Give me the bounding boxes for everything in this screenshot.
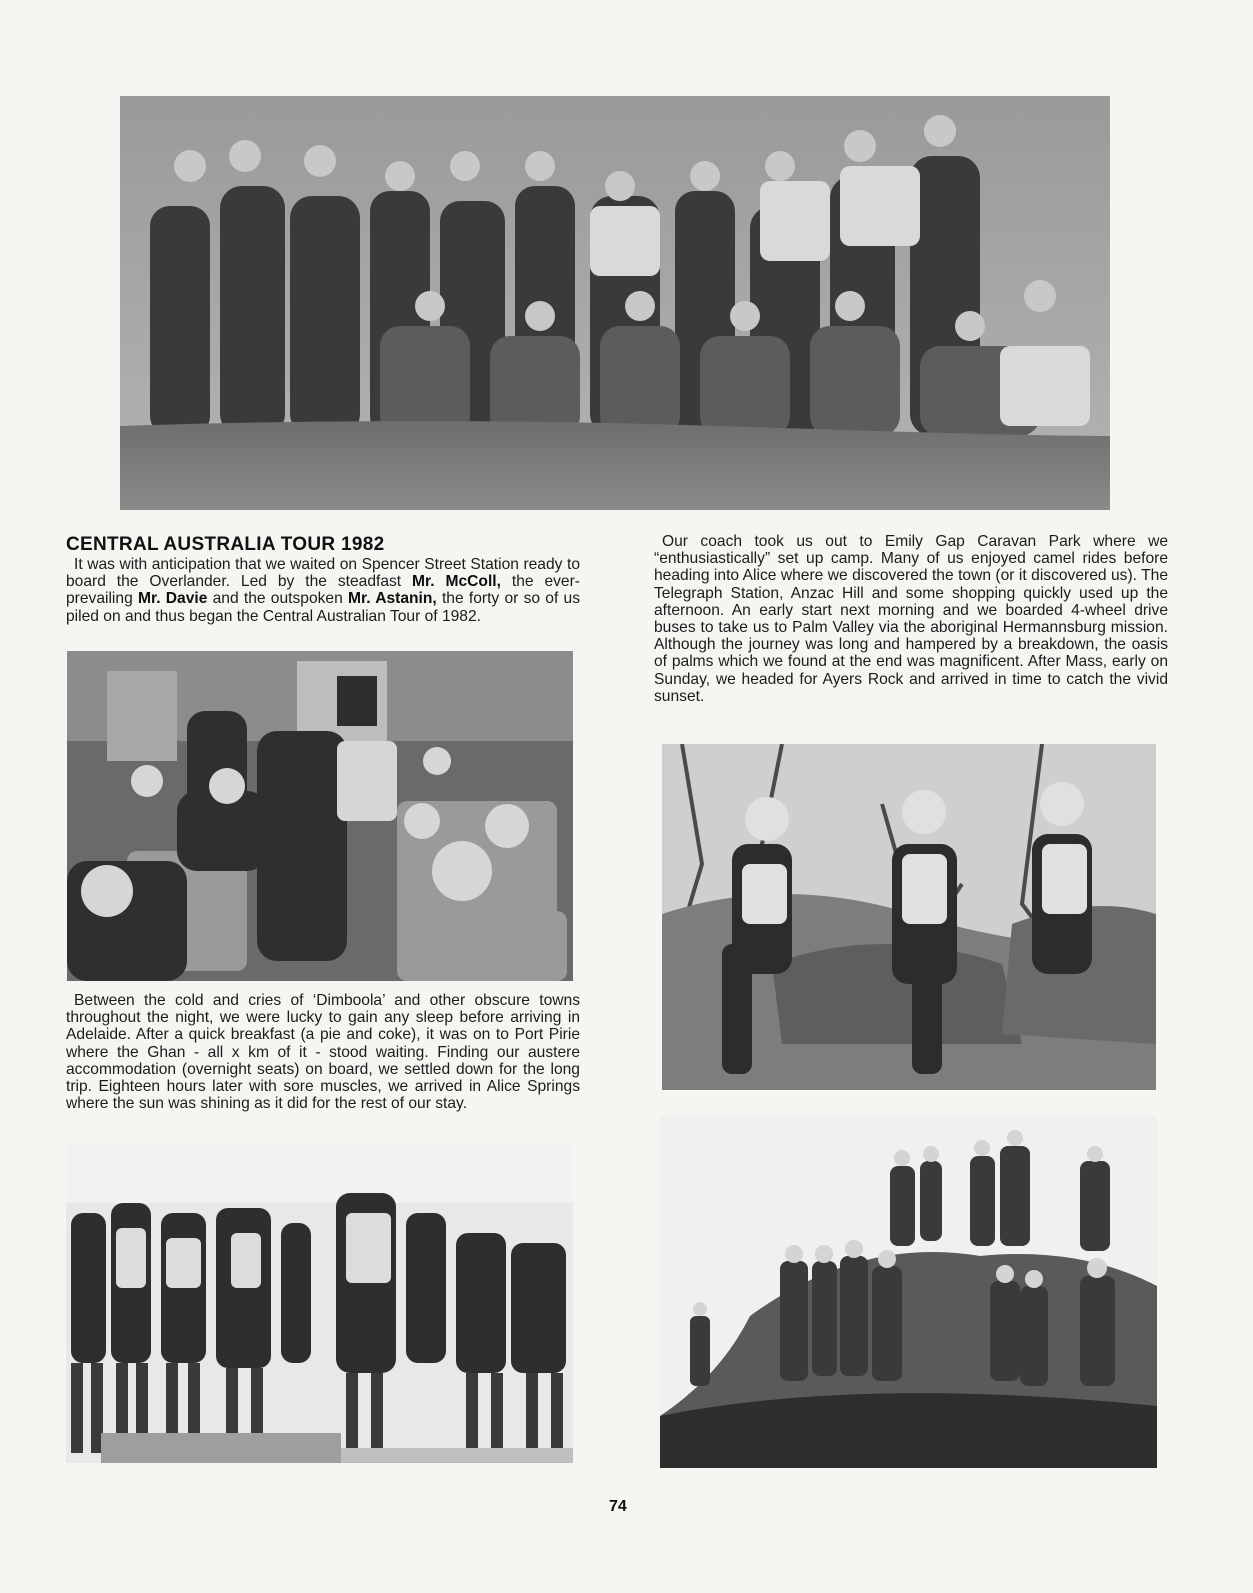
page-number: 74	[609, 1498, 627, 1515]
intro-text-2: the ever-prevailing	[66, 573, 580, 608]
name-mccoll: Mr. McColl,	[412, 573, 501, 591]
ayers-rock-group-photo	[660, 1116, 1157, 1468]
name-astanin: Mr. Astanin,	[348, 590, 437, 608]
intro-text-3: and the outspoken	[207, 590, 349, 608]
article-title: CENTRAL AUSTRALIA TOUR 1982	[66, 534, 385, 555]
journey-paragraph: Between the cold and cries of ‘Dimboola’ and other obscure towns throughout the night, we were lucky to gain any sleep before arriving in Adelaide. After a quick breakfast (a pie and coke), it was on to Port Pirie where the Ghan - all x km of it - stood waiting. Finding our austere accommodation (overnight seats) on board, we settled down for the long trip. Eighteen hours later with sore muscles, we arrived in Alice Springs where the sun was shining as it did for the rest of our stay.	[66, 992, 580, 1113]
train-interior-photo	[67, 651, 573, 981]
camel-ride-photo	[662, 744, 1156, 1090]
alice-springs-paragraph: Our coach took us out to Emily Gap Caravan Park where we “enthusiastically” set up camp. Many of us enjoyed camel rides before heading into Alice where we discovered the town (or it discovered us). The Telegraph Station, Anzac Hill and some shopping quickly used up the afternoon. An early start next morning and we boarded 4-wheel drive buses to take us to Palm Valley via the aboriginal Hermannsburg mission. Although the journey was long and hampered by a breakdown, the oasis of palms which we found at the end was magnificent. After Mass, early on Sunday, we headed for Ayers Rock and arrived in time to catch the vivid sunset.	[654, 533, 1168, 705]
group-photo-on-rock	[120, 96, 1110, 510]
intro-paragraph	[66, 556, 580, 625]
intro-text-1: It was with anticipation that we waited on Spencer Street Station ready to board the Overlander. Led by the steadfast	[66, 556, 580, 591]
name-davie: Mr. Davie	[138, 590, 208, 608]
intro-text-4: the forty or so of us piled on and thus began the Central Australian Tour of 1982.	[66, 590, 580, 625]
lookout-group-photo	[66, 1143, 573, 1463]
